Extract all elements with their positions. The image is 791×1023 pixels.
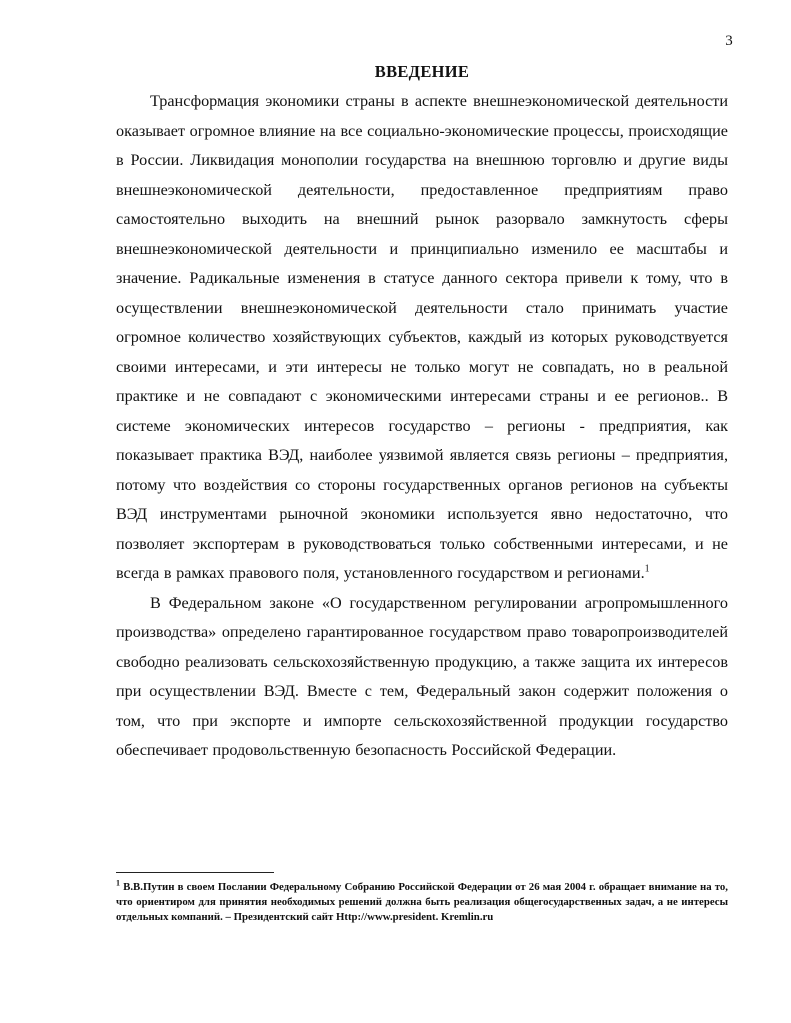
paragraph-1 <box>116 87 728 589</box>
footnote-mark: 1 <box>116 878 120 888</box>
footnote-text: В.В.Путин в своем Послании Федеральному Собранию Российской Федерации от 26 мая 2004 г. обращает внимание на то, что ориентиром для принятия необходимых решений должна быть реализация общегосударственных задач, а не интересы отдельных компаний. – Президентский сайт Http://www.president. Kremlin.ru <box>116 881 729 923</box>
paragraph-1-text: Трансформация экономики страны в аспекте внешнеэкономической деятельности оказывает огромное влияние на все социально-экономические процессы, происходящие в России. Ликвидация монополии государства на внешнюю торговлю и другие виды внешнеэкономической деятельности, предоставленное предприятиям право самостоятельно выходить на внешний рынок разорвало замкнутость сферы внешнеэкономической деятельности и принципиально изменило ее масштабы и значение. Радикальные изменения в статусе данного сектора привели к тому, что в осуществлении внешнеэкономической деятельности стало принимать участие огромное количество хозяйствующих субъектов, каждый из которых руководствуется своими интересами, и эти интересы не только могут не совпадать, но в реальной практике и не совпадают с экономическими интересами страны и ее регионов.. В системе экономических интересов государство – регионы - предприятия, как показывает практика ВЭД, наиболее уязвимой является связь регионы – предприятия, потому что воздействия со стороны государственных органов регионов на субъекты ВЭД инструментами рыночной экономики используется явно недостаточно, что позволяет экспортерам в руководствоваться только собственными интересами, и не всегда в рамках правового поля, установленного государством и регионами. <box>116 92 728 582</box>
page-number: 3 <box>725 33 733 49</box>
footnote-reference: 1 <box>644 563 650 575</box>
main-text <box>116 87 728 766</box>
footnote <box>116 880 728 925</box>
footnote-divider <box>116 872 274 873</box>
page-title: ВВЕДЕНИЕ <box>374 62 470 81</box>
paragraph-2: В Федеральном законе «О государственном регулировании агропромышленного производства» определено гарантированное государством право товаропроизводителей свободно реализовать сельскохозяйственную продукцию, а также защита их интересов при осуществлении ВЭД. Вместе с тем, Федеральный закон содержит положения о том, что при экспорте и импорте сельскохозяйственной продукции государство обеспечивает продовольственную безопасность Российской Федерации. <box>116 593 728 759</box>
